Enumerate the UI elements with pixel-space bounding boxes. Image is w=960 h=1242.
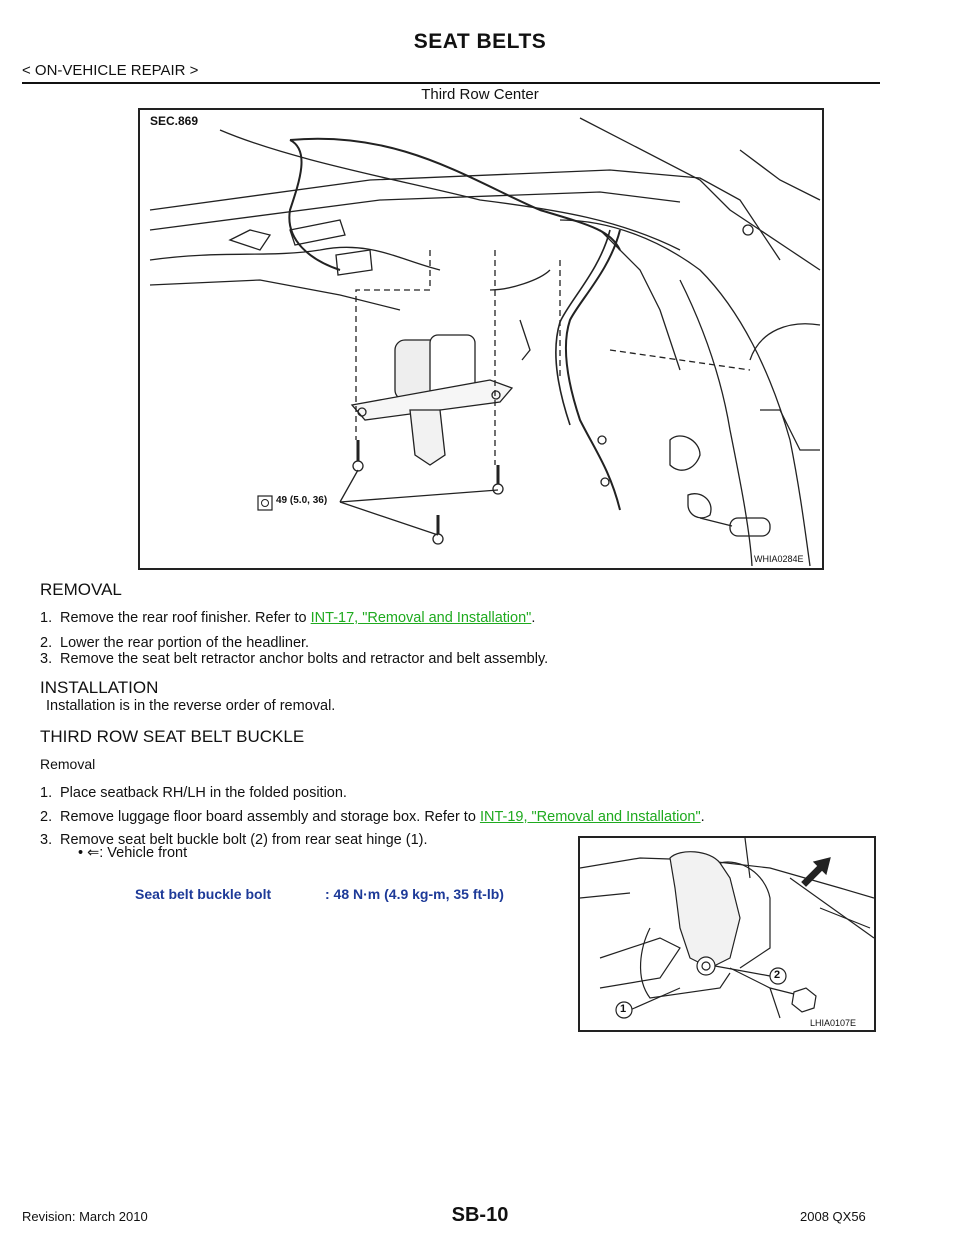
- buckle-subheading: Removal: [40, 756, 96, 772]
- breadcrumb[interactable]: < ON-VEHICLE REPAIR >: [22, 62, 199, 79]
- buckle-drawing: [580, 838, 874, 1030]
- step-number: 1.: [40, 610, 53, 626]
- step-text-end: .: [531, 610, 536, 626]
- step-text: Lower the rear portion of the headliner.: [60, 635, 310, 651]
- int-17-link[interactable]: INT-17, "Removal and Installation": [310, 610, 532, 626]
- step-text: Place seatback RH/LH in the folded position.: [60, 785, 347, 801]
- header-divider: [22, 82, 880, 84]
- step-number: 2.: [40, 635, 53, 651]
- step-number: 3.: [40, 651, 53, 667]
- buckle-step-1: [40, 784, 347, 802]
- buckle-illustration: [578, 836, 876, 1032]
- torque-spec: [135, 886, 504, 902]
- removal-step-1: [40, 609, 535, 627]
- step-text: Remove the rear roof finisher. Refer to: [60, 610, 311, 626]
- int-19-link[interactable]: INT-19, "Removal and Installation": [479, 809, 701, 825]
- callout-1: 1: [620, 1003, 627, 1015]
- model-year: 2008 QX56: [800, 1209, 866, 1224]
- figure-caption: Third Row Center: [421, 86, 539, 103]
- buckle-step-2: [40, 808, 705, 826]
- retractor-illustration: [138, 108, 824, 570]
- spec-name: Seat belt buckle bolt: [135, 886, 272, 902]
- section-label: SEC.869: [150, 114, 199, 128]
- installation-heading: INSTALLATION: [40, 678, 159, 697]
- removal-heading: REMOVAL: [40, 580, 122, 599]
- page-title: SEAT BELTS: [413, 30, 547, 53]
- installation-text: Installation is in the reverse order of removal.: [46, 698, 336, 714]
- step-number: 2.: [40, 809, 53, 825]
- step-number: 1.: [40, 785, 53, 801]
- removal-step-3: [40, 650, 548, 668]
- spec-value: : 48 N·m (4.9 kg-m, 35 ft-lb): [325, 886, 504, 902]
- vehicle-front-note: • ⇐: Vehicle front: [78, 845, 188, 861]
- step-text: Remove seat belt buckle bolt (2) from rear seat hinge (1).: [60, 832, 428, 848]
- retractor-drawing: [140, 110, 822, 568]
- revision-date: Revision: March 2010: [22, 1209, 148, 1224]
- figure-id: LHIA0107E: [810, 1018, 857, 1028]
- figure-id: WHIA0284E: [754, 554, 804, 564]
- callout-2: 2: [774, 969, 781, 981]
- page-number: SB-10: [451, 1204, 509, 1226]
- buckle-heading: THIRD ROW SEAT BELT BUCKLE: [40, 727, 305, 746]
- step-text: Remove the seat belt retractor anchor bolts and retractor and belt assembly.: [60, 651, 549, 667]
- torque-callout: 49 (5.0, 36): [276, 495, 328, 506]
- step-text-end: .: [700, 809, 705, 825]
- step-number: 3.: [40, 832, 53, 848]
- step-text: Remove luggage floor board assembly and storage box. Refer to: [60, 809, 480, 825]
